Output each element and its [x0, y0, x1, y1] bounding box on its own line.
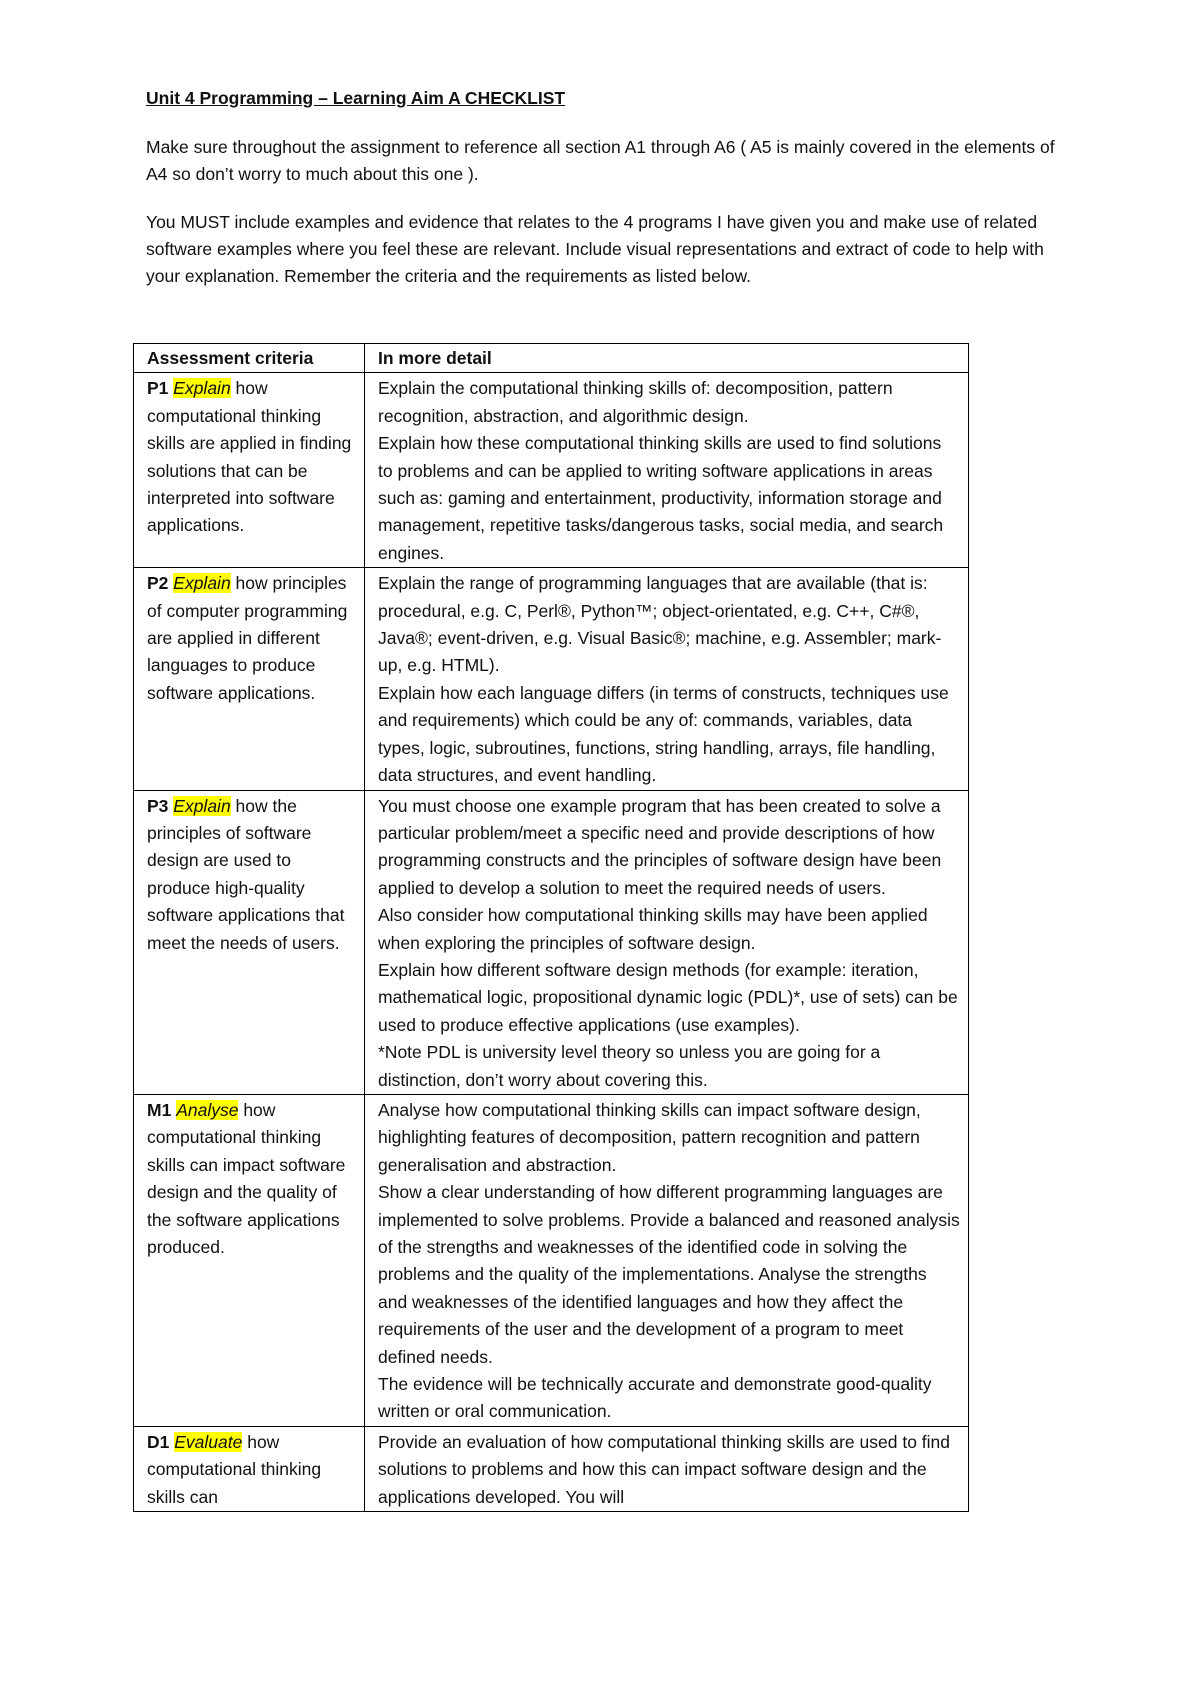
command-verb-highlight: Analyse — [176, 1099, 239, 1120]
detail-line: The evidence will be technically accurate and demonstrate good-quality written or oral communication. — [378, 1374, 932, 1422]
detail-line: Also consider how computational thinking skills may have been applied when exploring the principles of software design. — [378, 905, 928, 953]
criterion-text: how computational thinking skills can — [147, 1431, 322, 1507]
table-row — [134, 568, 969, 790]
command-verb-highlight: Explain — [173, 573, 231, 594]
criterion-cell — [134, 1094, 365, 1426]
criterion-code: M1 — [147, 1099, 172, 1120]
table-header-row — [134, 344, 969, 373]
criterion-cell — [134, 568, 365, 790]
detail-cell — [365, 790, 969, 1094]
detail-line: Explain the computational thinking skills of: decomposition, pattern recognition, abstraction, and algorithmic design. — [378, 378, 893, 426]
criterion-code: P2 — [147, 573, 169, 594]
header-assessment-criteria: Assessment criteria — [134, 344, 365, 373]
criterion-text: how computational thinking skills can impact software design and the quality of the software applications produced. — [147, 1099, 346, 1257]
criterion-cell — [134, 1426, 365, 1511]
table-row — [134, 1094, 969, 1426]
detail-line: Explain how different software design methods (for example: iteration, mathematical logic, propositional dynamic logic (PDL)*, use of sets) can be used to produce effective applications (use examples). — [378, 959, 958, 1035]
detail-line: Explain the range of programming languages that are available (that is: procedural, e.g. C, Perl®, Python™; object-orientated, e.g. C++, C#®, Java®; event-driven, e.g. Visual Basic®; machine, e.g. Assembler; mark-up, e.g. HTML). — [378, 573, 942, 676]
detail-line: Explain how each language differs (in terms of constructs, techniques use and requirements) which could be any of: commands, variables, data types, logic, subroutines, functions, string handling, arrays, file handling, data structures, and event handling. — [378, 682, 949, 786]
table-row — [134, 1426, 969, 1511]
detail-line: Show a clear understanding of how different programming languages are implemented to solve problems. Provide a balanced and reasoned analysis of the strengths and weaknesses of the identified code in solving the problems and the quality of the implementations. Analyse the strengths and weaknesses of the identified languages and how they affect the requirements of the user and the development of a program to meet defined needs. — [378, 1182, 960, 1367]
table-row — [134, 790, 969, 1094]
criterion-code: P1 — [147, 378, 169, 399]
detail-cell — [365, 373, 969, 568]
criterion-text: how the principles of software design are used to produce high-quality software applications that meet the needs of users. — [147, 795, 345, 953]
intro-paragraph-2: You MUST include examples and evidence that relates to the 4 programs I have given you and make use of related software examples where you feel these are relevant. Include visual representations and extract of code to help with your explanation. Remember the criteria and the requirements as listed below. — [146, 212, 1044, 286]
detail-line: Analyse how computational thinking skills can impact software design, highlighting features of decomposition, pattern recognition and pattern generalisation and abstraction. — [378, 1099, 921, 1175]
criterion-code: D1 — [147, 1431, 170, 1452]
criterion-code: P3 — [147, 795, 169, 816]
detail-line: *Note PDL is university level theory so unless you are going for a distinction, don’t worry about covering this. — [378, 1042, 881, 1090]
command-verb-highlight: Evaluate — [174, 1431, 243, 1452]
detail-cell — [365, 568, 969, 790]
criterion-text: how computational thinking skills are applied in finding solutions that can be interpreted into software applications. — [147, 378, 352, 536]
command-verb-highlight: Explain — [173, 795, 231, 816]
header-in-more-detail: In more detail — [365, 344, 969, 373]
detail-cell — [365, 1094, 969, 1426]
detail-line: Provide an evaluation of how computational thinking skills are used to find solutions to problems and how this can impact software design and the applications developed. You will — [378, 1431, 951, 1507]
command-verb-highlight: Explain — [173, 378, 231, 399]
document-title: Unit 4 Programming – Learning Aim A CHECKLIST — [146, 88, 566, 108]
detail-line: Explain how these computational thinking skills are used to find solutions to problems and can be applied to writing software applications in areas such as: gaming and entertainment, productivity, information storage and management, repetitive tasks/dangerous tasks, social media, and search engines. — [378, 433, 944, 563]
criterion-cell — [134, 373, 365, 568]
criterion-cell — [134, 790, 365, 1094]
table-row — [134, 373, 969, 568]
intro-paragraph-1: Make sure throughout the assignment to reference all section A1 through A6 ( A5 is mainly covered in the elements of A4 so don’t worry to much about this one ). — [146, 137, 1055, 184]
detail-line: You must choose one example program that has been created to solve a particular problem/meet a specific need and provide descriptions of how programming constructs and the principles of software design have been applied to develop a solution to meet the required needs of users. — [378, 795, 942, 898]
criteria-table — [133, 343, 969, 1512]
detail-cell — [365, 1426, 969, 1511]
criterion-text: how principles of computer programming are applied in different languages to produce software applications. — [147, 573, 348, 703]
